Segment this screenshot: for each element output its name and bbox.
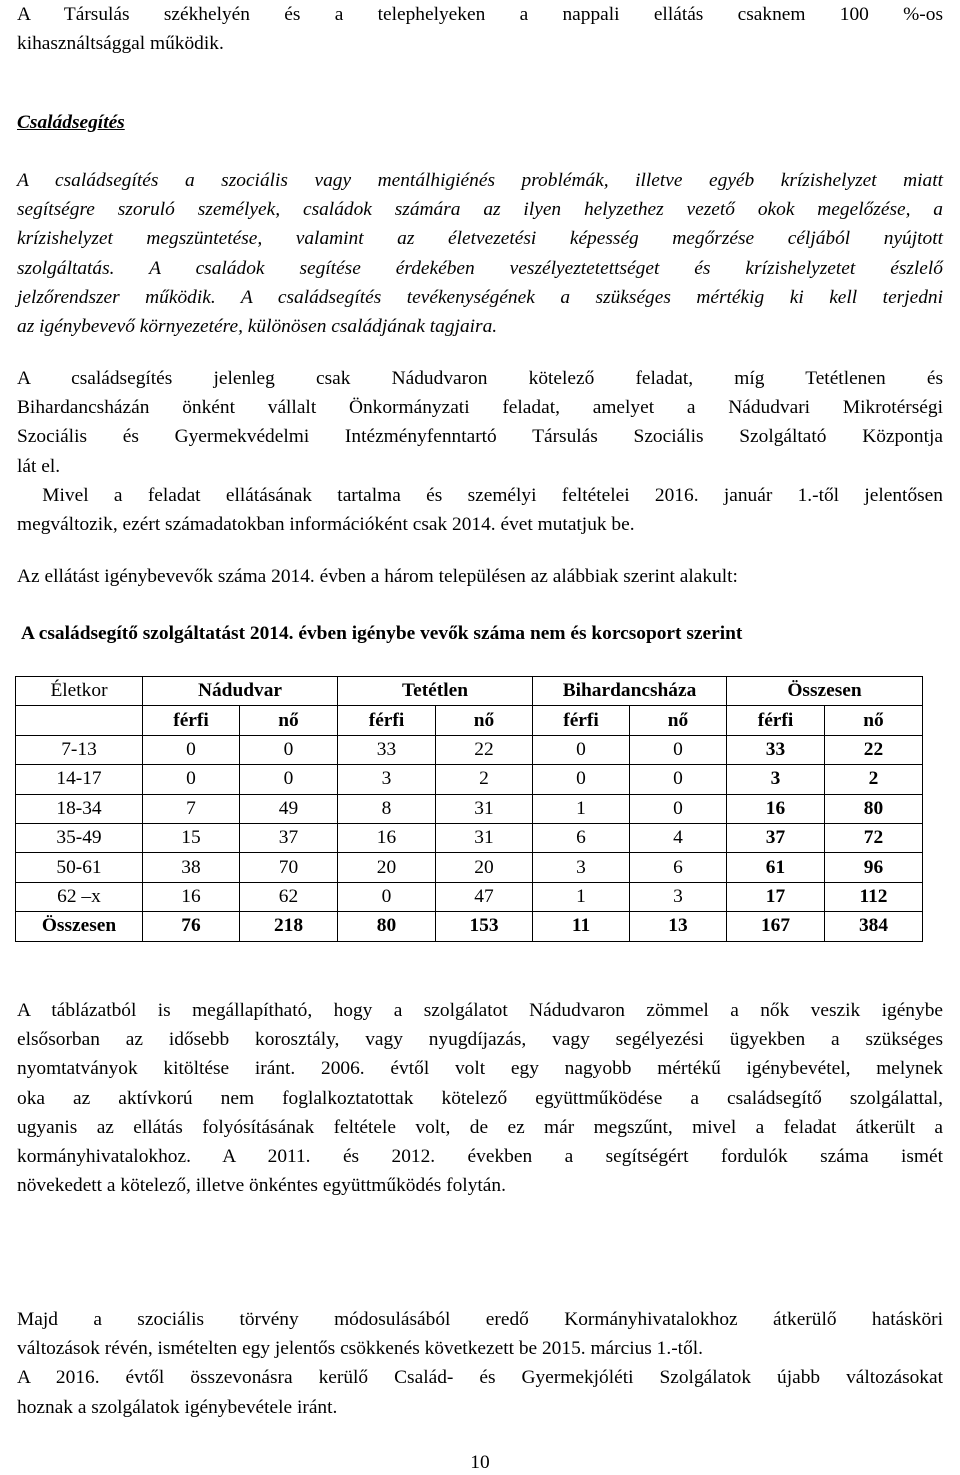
female-header: nő	[630, 706, 727, 735]
age-header: Életkor	[16, 677, 143, 706]
value-cell: 1	[533, 882, 630, 911]
value-cell: 3	[630, 882, 727, 911]
value-cell: 7	[143, 794, 240, 823]
value-cell: 0	[240, 735, 338, 764]
age-cell: 35-49	[16, 823, 143, 852]
settlement-header-nadudvar: Nádudvar	[143, 677, 338, 706]
value-cell: 0	[143, 735, 240, 764]
table-title: A családsegítő szolgáltatást 2014. évben igénybe vevők száma nem és korcsoport szerint	[21, 623, 743, 644]
value-cell: 0	[533, 765, 630, 794]
total-label-cell: Összesen	[16, 912, 143, 941]
users-table	[15, 676, 923, 942]
female-header: nő	[436, 706, 533, 735]
value-cell: 31	[436, 794, 533, 823]
total-value-cell: 80	[338, 912, 436, 941]
age-cell: 18-34	[16, 794, 143, 823]
definition-line: szolgáltatás. A családok segítése érdekében veszélyeztetettséget és krízishelyzetet észlelő	[17, 257, 943, 279]
changes-line: Majd a szociális törvény módosulásából eredő Kormányhivatalokhoz átkerülő hatásköri	[17, 1309, 943, 1330]
task-line: A családsegítés jelenleg csak Nádudvaron kötelező feladat, míg Tetétlenen és	[17, 368, 943, 389]
value-cell: 22	[436, 735, 533, 764]
changes-line: változások révén, ismételten egy jelentős csökkenés következett be 2015. március 1.-től.	[17, 1338, 704, 1360]
value-cell: 3	[533, 853, 630, 882]
value-cell: 4	[630, 823, 727, 852]
value-cell: 3	[338, 765, 436, 794]
task-line: megváltozik, ezért számadatokban információként csak 2014. évet mutatjuk be.	[17, 514, 635, 536]
definition-paragraph	[17, 166, 943, 341]
value-cell: 16	[338, 823, 436, 852]
intro-line-1: A Társulás székhelyén és a telephelyeken a nappali ellátás csaknem 100 %-os	[17, 4, 943, 25]
table-row	[16, 853, 923, 882]
value-cell: 38	[143, 853, 240, 882]
task-line: Szociális és Gyermekvédelmi Intézményfenntartó Társulás Szociális Szolgáltató Központja	[17, 426, 943, 448]
table-header-row	[16, 677, 923, 706]
analysis-line: A táblázatból is megállapítható, hogy a szolgálatot Nádudvaron zömmel a nők veszik igénybe	[17, 1000, 943, 1021]
value-cell: 0	[338, 882, 436, 911]
task-paragraph	[17, 364, 943, 539]
female-header: nő	[240, 706, 338, 735]
age-cell: 62 –x	[16, 882, 143, 911]
definition-line: az igénybevevő környezetére, különösen családjának tagjaira.	[17, 316, 498, 338]
male-header: férfi	[533, 706, 630, 735]
table-row	[16, 735, 923, 764]
empty-cell	[16, 706, 143, 735]
male-header: férfi	[338, 706, 436, 735]
value-cell: 62	[240, 882, 338, 911]
definition-line: A családsegítés a szociális vagy mentálhigiénés problémák, illetve egyéb krízishelyzet miatt	[17, 170, 943, 191]
value-cell: 20	[338, 853, 436, 882]
total-female-cell: 2	[825, 765, 923, 794]
intro-paragraph	[17, 0, 943, 58]
page-number: 10	[470, 1452, 490, 1473]
value-cell: 37	[240, 823, 338, 852]
total-male-cell: 16	[727, 794, 825, 823]
value-cell: 0	[630, 765, 727, 794]
age-cell: 50-61	[16, 853, 143, 882]
value-cell: 8	[338, 794, 436, 823]
value-cell: 0	[630, 735, 727, 764]
task-line: Bihardancsházán önként vállalt Önkormányzati feladat, amelyet a Nádudvari Mikrotérségi	[17, 397, 943, 419]
total-female-cell: 22	[825, 735, 923, 764]
analysis-line: elsősorban az idősebb korosztály, vagy nyugdíjazás, vagy segélyezési ügyekben a szükséges	[17, 1029, 943, 1051]
definition-line: jelzőrendszer működik. A családsegítés tevékenységének a szükséges mértékig ki kell terjedni	[17, 286, 943, 308]
analysis-paragraph	[17, 996, 943, 1200]
analysis-line: ugyanis az ellátás folyósításának feltétele volt, de ez már megszűnt, mivel a feladat átkerült a	[17, 1116, 943, 1138]
total-male-cell: 37	[727, 823, 825, 852]
female-header: nő	[825, 706, 923, 735]
value-cell: 20	[436, 853, 533, 882]
total-value-cell: 218	[240, 912, 338, 941]
male-header: férfi	[143, 706, 240, 735]
intro-line-2: kihasználtsággal működik.	[17, 33, 224, 55]
total-female-cell: 112	[825, 882, 923, 911]
value-cell: 47	[436, 882, 533, 911]
table-row	[16, 794, 923, 823]
section-heading: Családsegítés	[17, 112, 125, 133]
value-cell: 6	[630, 853, 727, 882]
male-header: férfi	[727, 706, 825, 735]
settlement-header-tetetlen: Tetétlen	[338, 677, 533, 706]
total-female-cell: 72	[825, 823, 923, 852]
value-cell: 15	[143, 823, 240, 852]
value-cell: 2	[436, 765, 533, 794]
table-total-row	[16, 912, 923, 941]
task-line: Mivel a feladat ellátásának tartalma és személyi feltételei 2016. január 1.-től jelentősen	[17, 484, 943, 506]
value-cell: 0	[533, 735, 630, 764]
value-cell: 33	[338, 735, 436, 764]
analysis-line: kormányhivatalokhoz. A 2011. és 2012. években a segítségért fordulók száma ismét	[17, 1146, 943, 1168]
total-male-cell: 3	[727, 765, 825, 794]
total-value-cell: 11	[533, 912, 630, 941]
total-value-cell: 167	[727, 912, 825, 941]
value-cell: 31	[436, 823, 533, 852]
value-cell: 49	[240, 794, 338, 823]
total-male-cell: 61	[727, 853, 825, 882]
table-row	[16, 823, 923, 852]
value-cell: 0	[143, 765, 240, 794]
table-row	[16, 765, 923, 794]
value-cell: 16	[143, 882, 240, 911]
total-male-cell: 33	[727, 735, 825, 764]
total-female-cell: 96	[825, 853, 923, 882]
total-value-cell: 384	[825, 912, 923, 941]
age-cell: 14-17	[16, 765, 143, 794]
value-cell: 6	[533, 823, 630, 852]
total-male-cell: 17	[727, 882, 825, 911]
changes-line: A 2016. évtől összevonásra kerülő Család- és Gyermekjóléti Szolgálatok újabb változásokat	[17, 1367, 943, 1389]
total-female-cell: 80	[825, 794, 923, 823]
total-value-cell: 153	[436, 912, 533, 941]
settlement-header-total: Összesen	[727, 677, 923, 706]
changes-line: hoznak a szolgálatok igénybevétele iránt.	[17, 1396, 338, 1418]
definition-line: segítségre szoruló személyek, családok számára az ilyen helyzethez vezető okok megelőzése, a	[17, 199, 943, 221]
analysis-line: növekedett a kötelező, illetve önkéntes együttműködés folytán.	[17, 1175, 506, 1197]
analysis-line: nyomtatványok kitöltése iránt. 2006. évtől volt egy nagyobb mértékű igénybevétel, melynek	[17, 1058, 943, 1080]
value-cell: 1	[533, 794, 630, 823]
users-intro-paragraph: Az ellátást igénybevevők száma 2014. évben a három településen az alábbiak szerint alakult:	[17, 566, 738, 587]
table-subheader-row	[16, 706, 923, 735]
value-cell: 70	[240, 853, 338, 882]
settlement-header-bihardancshaza: Bihardancsháza	[533, 677, 727, 706]
analysis-line: oka az aktívkorú nem foglalkoztatottak kötelező együttműködése a családsegítő szolgálattal,	[17, 1087, 943, 1109]
total-value-cell: 76	[143, 912, 240, 941]
value-cell: 0	[630, 794, 727, 823]
table-row	[16, 882, 923, 911]
value-cell: 0	[240, 765, 338, 794]
task-line: lát el.	[17, 455, 61, 477]
total-value-cell: 13	[630, 912, 727, 941]
definition-line: krízishelyzet megszüntetése, valamint az életvezetési képesség megőrzése céljából nyújtott	[17, 228, 943, 250]
age-cell: 7-13	[16, 735, 143, 764]
changes-paragraph	[17, 1305, 943, 1422]
